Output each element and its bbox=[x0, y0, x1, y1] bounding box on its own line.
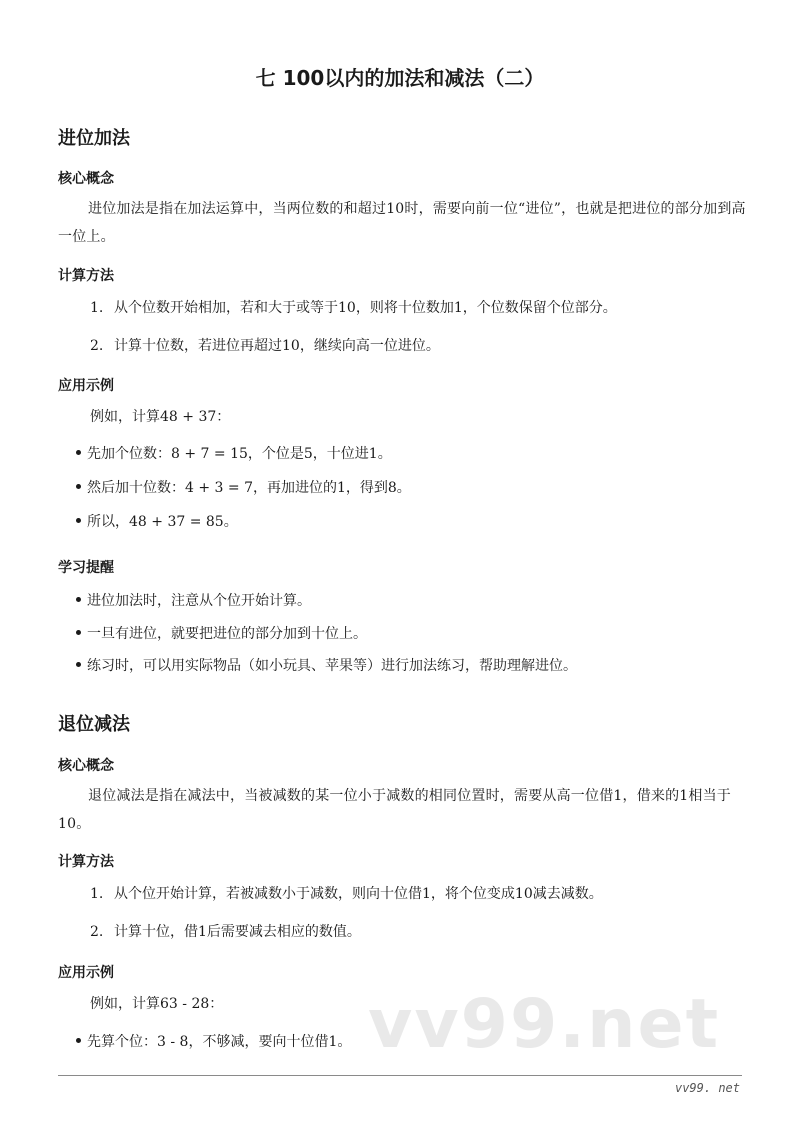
list-item bbox=[76, 511, 238, 531]
list-item bbox=[76, 443, 392, 463]
bullet-dot-icon bbox=[76, 630, 81, 635]
list-item-text: 练习时，可以用实际物品（如小玩具、苹果等）进行加法练习，帮助理解进位。 bbox=[87, 658, 577, 674]
example-intro: 例如，计算63 - 28： bbox=[90, 996, 224, 1012]
method-item-number: 1. bbox=[90, 886, 104, 902]
concept-paragraph: 退位减法是指在减法中，当被减数的某一位小于减数的相同位置时，需要从高一位借1，借来的1相当于10。 bbox=[58, 788, 732, 832]
method-item-text: 计算十位，借1后需要减去相应的数值。 bbox=[114, 924, 361, 940]
method-item bbox=[90, 921, 361, 941]
list-item-text: 所以，48 + 37 = 85。 bbox=[87, 514, 238, 530]
method-item-number: 2. bbox=[90, 338, 104, 354]
footer-source: vv99. net bbox=[674, 1081, 740, 1095]
list-item-text: 先加个位数：8 + 7 = 15，个位是5，十位进1。 bbox=[87, 446, 392, 462]
list-item bbox=[76, 477, 411, 497]
list-item-text: 然后加十位数：4 + 3 = 7，再加进位的1，得到8。 bbox=[87, 480, 411, 496]
concept-paragraph: 进位加法是指在加法运算中，当两位数的和超过10时，需要向前一位“进位”，也就是把进位的部分加到高一位上。 bbox=[58, 201, 746, 245]
tips-heading: 学习提醒 bbox=[58, 560, 114, 576]
example-heading: 应用示例 bbox=[58, 965, 114, 981]
bullet-dot-icon bbox=[76, 662, 81, 667]
example-intro: 例如，计算48 + 37： bbox=[90, 409, 231, 425]
method-item-text: 计算十位数，若进位再超过10，继续向高一位进位。 bbox=[114, 338, 440, 354]
list-item-text: 一旦有进位，就要把进位的部分加到十位上。 bbox=[87, 626, 367, 642]
section-heading-borrow-subtraction: 退位减法 bbox=[58, 714, 130, 735]
bullet-dot-icon bbox=[76, 518, 81, 523]
page-title: 七 100以内的加法和减法（二） bbox=[255, 66, 545, 90]
footer-divider bbox=[58, 1075, 742, 1076]
method-item bbox=[90, 883, 603, 903]
list-item bbox=[76, 1031, 351, 1051]
concept-heading: 核心概念 bbox=[58, 758, 114, 774]
list-item bbox=[76, 590, 311, 610]
method-item-number: 1. bbox=[90, 300, 104, 316]
method-item bbox=[90, 335, 440, 355]
list-item-text: 先算个位：3 - 8，不够减，要向十位借1。 bbox=[87, 1034, 352, 1050]
bullet-dot-icon bbox=[76, 597, 81, 602]
method-item-number: 2. bbox=[90, 924, 104, 940]
section-heading-carry-addition: 进位加法 bbox=[58, 128, 130, 149]
bullet-dot-icon bbox=[76, 484, 81, 489]
list-item bbox=[76, 655, 577, 675]
method-heading: 计算方法 bbox=[58, 854, 114, 870]
bullet-dot-icon bbox=[76, 1038, 81, 1043]
list-item-text: 进位加法时，注意从个位开始计算。 bbox=[87, 593, 311, 609]
method-item-text: 从个位数开始相加，若和大于或等于10，则将十位数加1，个位数保留个位部分。 bbox=[114, 300, 617, 316]
method-item-text: 从个位开始计算，若被减数小于减数，则向十位借1，将个位变成10减去减数。 bbox=[114, 886, 603, 902]
bullet-dot-icon bbox=[76, 450, 81, 455]
example-heading: 应用示例 bbox=[58, 378, 114, 394]
watermark: vv99.net bbox=[368, 985, 721, 1064]
concept-heading: 核心概念 bbox=[58, 171, 114, 187]
method-heading: 计算方法 bbox=[58, 268, 114, 284]
list-item bbox=[76, 623, 367, 643]
method-item bbox=[90, 297, 617, 317]
